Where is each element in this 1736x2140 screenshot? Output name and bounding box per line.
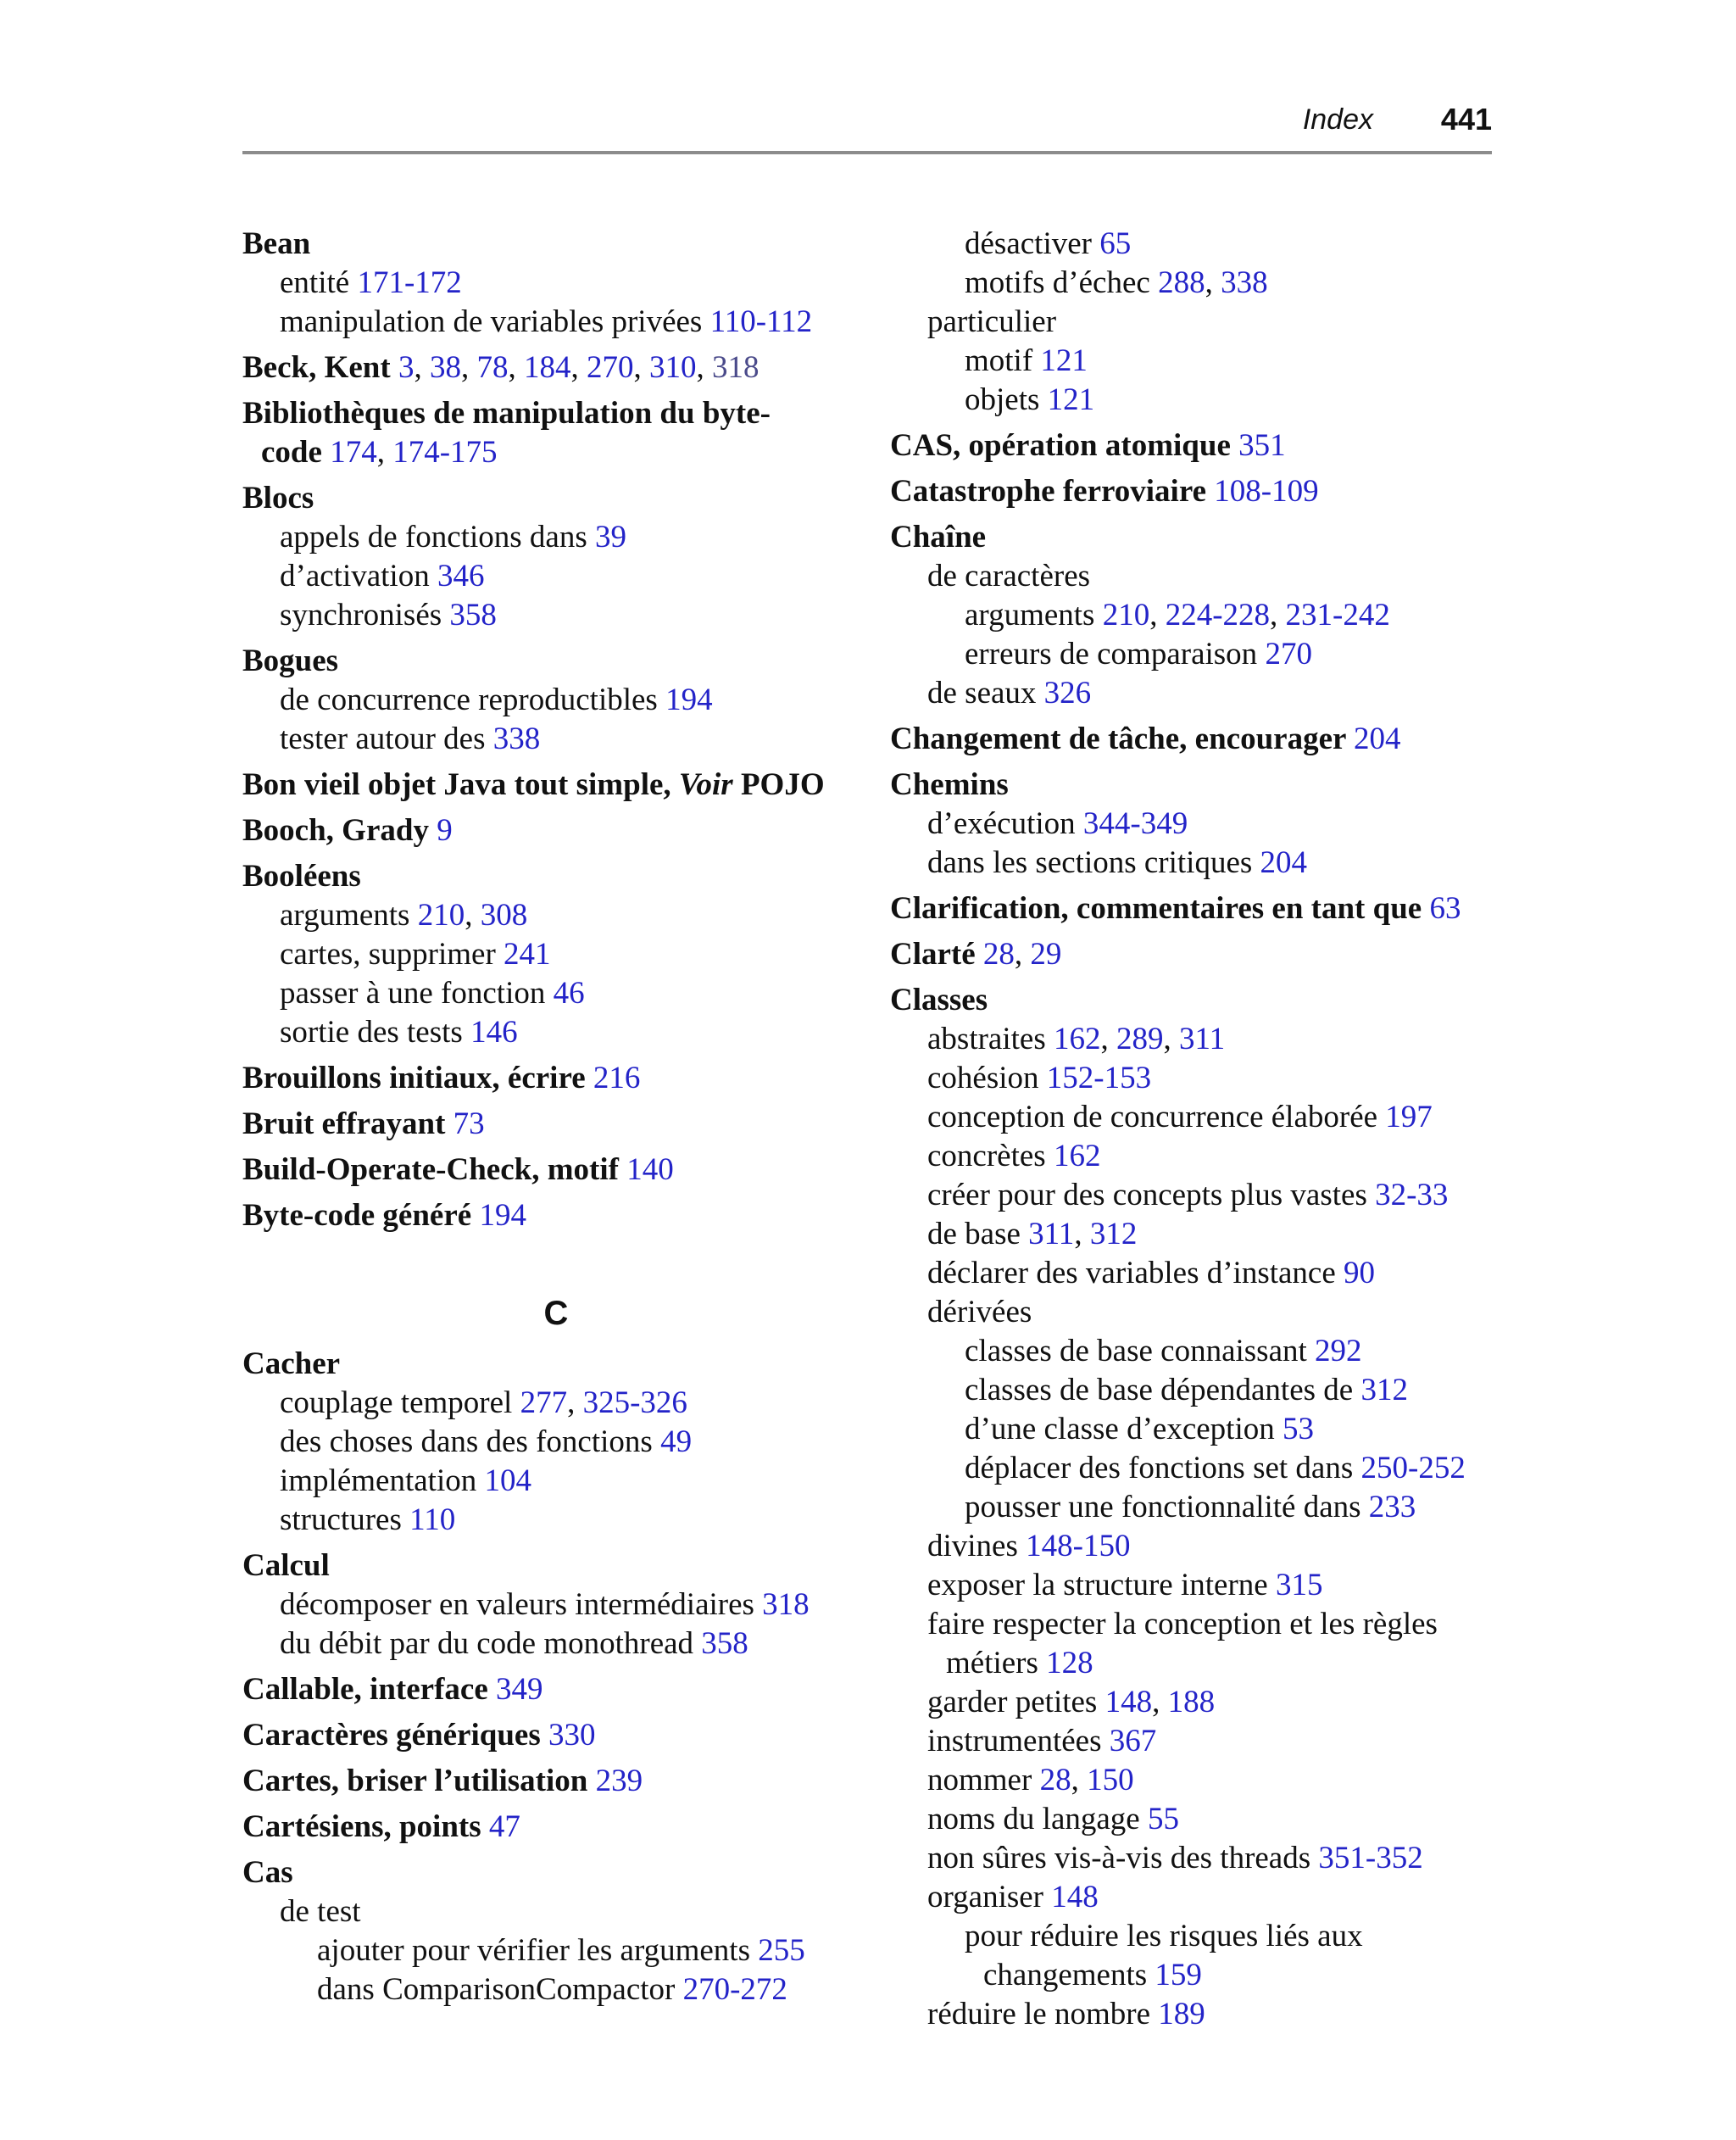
- index-subentry: d’activation 346: [280, 559, 485, 594]
- index-entry: Calcul: [242, 1548, 330, 1583]
- index-entry: Cas: [242, 1855, 293, 1890]
- index-subentry: structures 110: [280, 1502, 456, 1537]
- page-link[interactable]: 346: [437, 559, 485, 594]
- index-subsubentry: classes de base dépendantes de 312: [965, 1373, 1408, 1407]
- page-link[interactable]: 121: [1047, 382, 1095, 417]
- page-link[interactable]: 197: [1385, 1100, 1433, 1134]
- index-entry: Bon vieil objet Java tout simple, Voir POJO: [242, 767, 825, 802]
- index-subentry: garder petites 148, 188: [927, 1685, 1216, 1719]
- page-link[interactable]: 148: [1104, 1685, 1153, 1719]
- page-link[interactable]: 90: [1344, 1256, 1376, 1290]
- page-link[interactable]: 162: [1053, 1022, 1101, 1056]
- index-entry: Cartes, briser l’utilisation 239: [242, 1764, 643, 1798]
- page-link[interactable]: 49: [660, 1424, 693, 1459]
- page-link[interactable]: 174-175: [392, 435, 498, 470]
- index-subentry: dans les sections critiques 204: [927, 845, 1308, 880]
- page-link[interactable]: 338: [492, 722, 541, 756]
- page-link[interactable]: 110-112: [709, 304, 813, 339]
- index-entry: Chaîne: [890, 520, 987, 555]
- page-link[interactable]: 270: [586, 350, 634, 385]
- page-link[interactable]: 326: [1043, 676, 1092, 711]
- index-subentry: de caractères: [927, 559, 1091, 594]
- index-subentry: faire respecter la conception et les règles métiers 128: [927, 1607, 1438, 1680]
- index-subentry: implémentation 104: [280, 1463, 531, 1498]
- index-entry: Chemins: [890, 767, 1009, 802]
- index-subentry: non sûres vis-à-vis des threads 351-352: [927, 1841, 1423, 1875]
- page-link[interactable]: 270-272: [682, 1972, 787, 2007]
- page-link[interactable]: 110: [409, 1502, 456, 1537]
- page-link[interactable]: 308: [480, 898, 528, 933]
- page-link[interactable]: 312: [1360, 1373, 1408, 1407]
- index-entry: Bogues: [242, 644, 339, 678]
- page-link[interactable]: 148: [1051, 1880, 1099, 1914]
- index-subsubentry: erreurs de comparaison 270: [965, 637, 1312, 672]
- page-link[interactable]: 204: [1260, 845, 1308, 880]
- page-link[interactable]: 216: [593, 1061, 641, 1095]
- index-subsubentry: déplacer des fonctions set dans 250-252: [965, 1451, 1466, 1485]
- page-link[interactable]: 288: [1158, 265, 1205, 300]
- page-link[interactable]: 38: [429, 350, 461, 385]
- index-entry: Clarification, commentaires en tant que 63: [890, 891, 1461, 926]
- index-subentry: de seaux 326: [927, 676, 1092, 711]
- page-link[interactable]: 210: [1102, 598, 1150, 633]
- index-entry: Booch, Grady 9: [242, 813, 453, 848]
- index-entry: Classes: [890, 983, 988, 1017]
- index-subentry: couplage temporel 277, 325-326: [280, 1385, 687, 1420]
- index-subentry: instrumentées 367: [927, 1724, 1157, 1758]
- page-link[interactable]: 9: [437, 813, 453, 848]
- page-link[interactable]: 250-252: [1360, 1451, 1466, 1485]
- page-link[interactable]: 171-172: [357, 265, 462, 300]
- page-link[interactable]: 32-33: [1375, 1178, 1449, 1212]
- index-subentry: du débit par du code monothread 358: [280, 1626, 748, 1661]
- running-head-section: Index: [1302, 103, 1373, 136]
- page-link[interactable]: 289: [1116, 1022, 1164, 1056]
- page-link[interactable]: 55: [1147, 1802, 1179, 1836]
- running-head: [242, 100, 1492, 154]
- index-entry: Cartésiens, points 47: [242, 1809, 520, 1844]
- index-subsubentry: motif 121: [965, 343, 1088, 378]
- index-subentry: cohésion 152-153: [927, 1061, 1152, 1095]
- page-link[interactable]: 150: [1087, 1763, 1134, 1797]
- index-subentry: d’exécution 344-349: [927, 806, 1188, 841]
- index-subentry: tester autour des 338: [280, 722, 541, 756]
- page-link[interactable]: 204: [1354, 722, 1401, 756]
- index-entry: Callable, interface 349: [242, 1672, 543, 1707]
- index-subentry: réduire le nombre 189: [927, 1997, 1205, 2031]
- index-subsubentry: désactiver 65: [965, 226, 1132, 261]
- page-link[interactable]: 255: [758, 1933, 805, 1968]
- index-subentry: synchronisés 358: [280, 598, 497, 633]
- index-subentry: concrètes 162: [927, 1139, 1101, 1173]
- index-subentry: sortie des tests 146: [280, 1015, 518, 1050]
- page-link[interactable]: 210: [417, 898, 465, 933]
- index-subentry: créer pour des concepts plus vastes 32-33: [927, 1178, 1449, 1212]
- page-link[interactable]: 47: [488, 1809, 520, 1844]
- index-subsubentry: dans ComparisonCompactor 270-272: [317, 1972, 787, 2007]
- page-link[interactable]: 330: [548, 1718, 596, 1753]
- index-subentry: entité 171-172: [280, 265, 462, 300]
- index-entry: Bibliothèques de manipulation du byte- code 174, 174-175: [242, 396, 771, 470]
- index-subsubentry: d’une classe d’exception 53: [965, 1412, 1314, 1446]
- index-subentry: de base 311, 312: [927, 1217, 1138, 1251]
- page-link[interactable]: 28: [982, 937, 1015, 972]
- index-subentry: décomposer en valeurs intermédiaires 318: [280, 1587, 810, 1622]
- index-entry: CAS, opération atomique 351: [890, 428, 1286, 463]
- index-subentry: de concurrence reproductibles 194: [280, 683, 713, 717]
- page-link[interactable]: 159: [1155, 1958, 1202, 1992]
- page-link[interactable]: 292: [1315, 1334, 1362, 1368]
- index-subentry: conception de concurrence élaborée 197: [927, 1100, 1433, 1134]
- page-link[interactable]: 241: [504, 937, 551, 972]
- page-link[interactable]: 351-352: [1318, 1841, 1423, 1875]
- page-link[interactable]: 189: [1158, 1997, 1205, 2031]
- page-link[interactable]: 325-326: [582, 1385, 687, 1420]
- page-link[interactable]: 53: [1283, 1412, 1314, 1446]
- page-link[interactable]: 146: [470, 1015, 518, 1050]
- page-link[interactable]: 239: [595, 1764, 643, 1798]
- page-link[interactable]: 140: [626, 1152, 674, 1187]
- index-subentry: particulier: [927, 304, 1057, 339]
- page-link[interactable]: 65: [1099, 226, 1132, 261]
- page-link[interactable]: 188: [1167, 1685, 1216, 1719]
- index-entry: Blocs: [242, 481, 314, 515]
- page-link[interactable]: 194: [665, 683, 713, 717]
- page-link[interactable]: 312: [1089, 1217, 1138, 1251]
- page-link[interactable]: 174: [330, 435, 377, 470]
- page-link[interactable]: 310: [648, 350, 697, 385]
- index-subentry: abstraites 162, 289, 311: [927, 1022, 1226, 1056]
- page-link[interactable]: 358: [701, 1626, 748, 1661]
- page-link[interactable]: 128: [1046, 1646, 1093, 1680]
- index-entry: Brouillons initiaux, écrire 216: [242, 1061, 641, 1095]
- page-link[interactable]: 46: [553, 976, 585, 1011]
- page-link[interactable]: 351: [1238, 428, 1286, 463]
- page-link[interactable]: 311: [1028, 1217, 1075, 1251]
- section-letter: C: [543, 1295, 569, 1332]
- page-link[interactable]: 148-150: [1026, 1529, 1131, 1563]
- index-subentry: nommer 28, 150: [927, 1763, 1134, 1797]
- page-link[interactable]: 194: [479, 1198, 526, 1233]
- page-link[interactable]: 63: [1429, 891, 1461, 926]
- index-entry: Build-Operate-Check, motif 140: [242, 1152, 674, 1187]
- index-column-left: [242, 225, 870, 2009]
- index-subsubentry: pousser une fonctionnalité dans 233: [965, 1490, 1416, 1524]
- index-subentry: passer à une fonction 46: [280, 976, 585, 1011]
- index-subentry: exposer la structure interne 315: [927, 1568, 1323, 1602]
- index-subentry: appels de fonctions dans 39: [280, 520, 626, 555]
- index-entry: Beck, Kent 3, 38, 78, 184, 270, 310, 318: [242, 350, 760, 385]
- page-link[interactable]: 29: [1030, 937, 1062, 972]
- index-column-right: [890, 225, 1500, 2034]
- index-subentry: divines 148-150: [927, 1529, 1131, 1563]
- index-entry: Changement de tâche, encourager 204: [890, 722, 1401, 756]
- index-subentry: déclarer des variables d’instance 90: [927, 1256, 1376, 1290]
- page-link[interactable]: 121: [1040, 343, 1088, 378]
- index-entry: Bruit effrayant 73: [242, 1106, 485, 1141]
- index-subentry: de test: [280, 1894, 361, 1929]
- index-subsubentry: objets 121: [965, 382, 1095, 417]
- page-link[interactable]: 78: [476, 350, 509, 385]
- page-link[interactable]: 349: [496, 1672, 543, 1707]
- page-link[interactable]: 358: [449, 598, 497, 633]
- index-subentry: noms du langage 55: [927, 1802, 1179, 1836]
- index-entry: Catastrophe ferroviaire 108-109: [890, 474, 1319, 509]
- page-link[interactable]: 73: [453, 1106, 485, 1141]
- index-subsubentry: pour réduire les risques liés aux changements 159: [965, 1919, 1363, 1992]
- index-entry: Caractères génériques 330: [242, 1718, 596, 1753]
- index-subsubentry: ajouter pour vérifier les arguments 255: [317, 1933, 805, 1968]
- page-link[interactable]: 367: [1109, 1724, 1157, 1758]
- page-link[interactable]: 184: [523, 350, 571, 385]
- page-number: 441: [1440, 102, 1492, 137]
- index-subentry: cartes, supprimer 241: [280, 937, 551, 972]
- index-entry: Clarté 28, 29: [890, 937, 1062, 972]
- page-link[interactable]: 318: [762, 1587, 810, 1622]
- index-subentry: organiser 148: [927, 1880, 1099, 1914]
- page-link[interactable]: 39: [594, 520, 626, 555]
- index-subsubentry: classes de base connaissant 292: [965, 1334, 1362, 1368]
- page-link[interactable]: 311: [1178, 1022, 1226, 1056]
- page-link[interactable]: 224-228: [1165, 598, 1271, 633]
- page-link[interactable]: 344-349: [1082, 806, 1188, 841]
- page-link[interactable]: 277: [520, 1385, 568, 1420]
- page-link[interactable]: 162: [1053, 1139, 1101, 1173]
- page-link[interactable]: 28: [1039, 1763, 1071, 1797]
- index-subsubentry: motifs d’échec 288, 338: [965, 265, 1268, 300]
- page-link[interactable]: 270: [1265, 637, 1312, 672]
- index-subentry: manipulation de variables privées 110-112: [280, 304, 813, 339]
- page-link[interactable]: 315: [1275, 1568, 1323, 1602]
- index-subentry: des choses dans des fonctions 49: [280, 1424, 693, 1459]
- index-subentry: arguments 210, 308: [280, 898, 528, 933]
- index-entry: Cacher: [242, 1346, 341, 1381]
- index-entry: Byte-code généré 194: [242, 1198, 526, 1233]
- page-link[interactable]: 152-153: [1046, 1061, 1152, 1095]
- page-link[interactable]: 104: [484, 1463, 531, 1498]
- page-link[interactable]: 108-109: [1214, 474, 1319, 509]
- page-link[interactable]: 318: [711, 350, 760, 385]
- page-link[interactable]: 233: [1368, 1490, 1416, 1524]
- page-link[interactable]: 338: [1221, 265, 1268, 300]
- index-entry: Bean: [242, 226, 311, 261]
- index-subentry: dérivées: [927, 1295, 1032, 1329]
- index-subsubentry: arguments 210, 224-228, 231-242: [965, 598, 1390, 633]
- page-link[interactable]: 3: [398, 350, 415, 385]
- index-entry: Booléens: [242, 859, 361, 894]
- page-link[interactable]: 231-242: [1285, 598, 1390, 633]
